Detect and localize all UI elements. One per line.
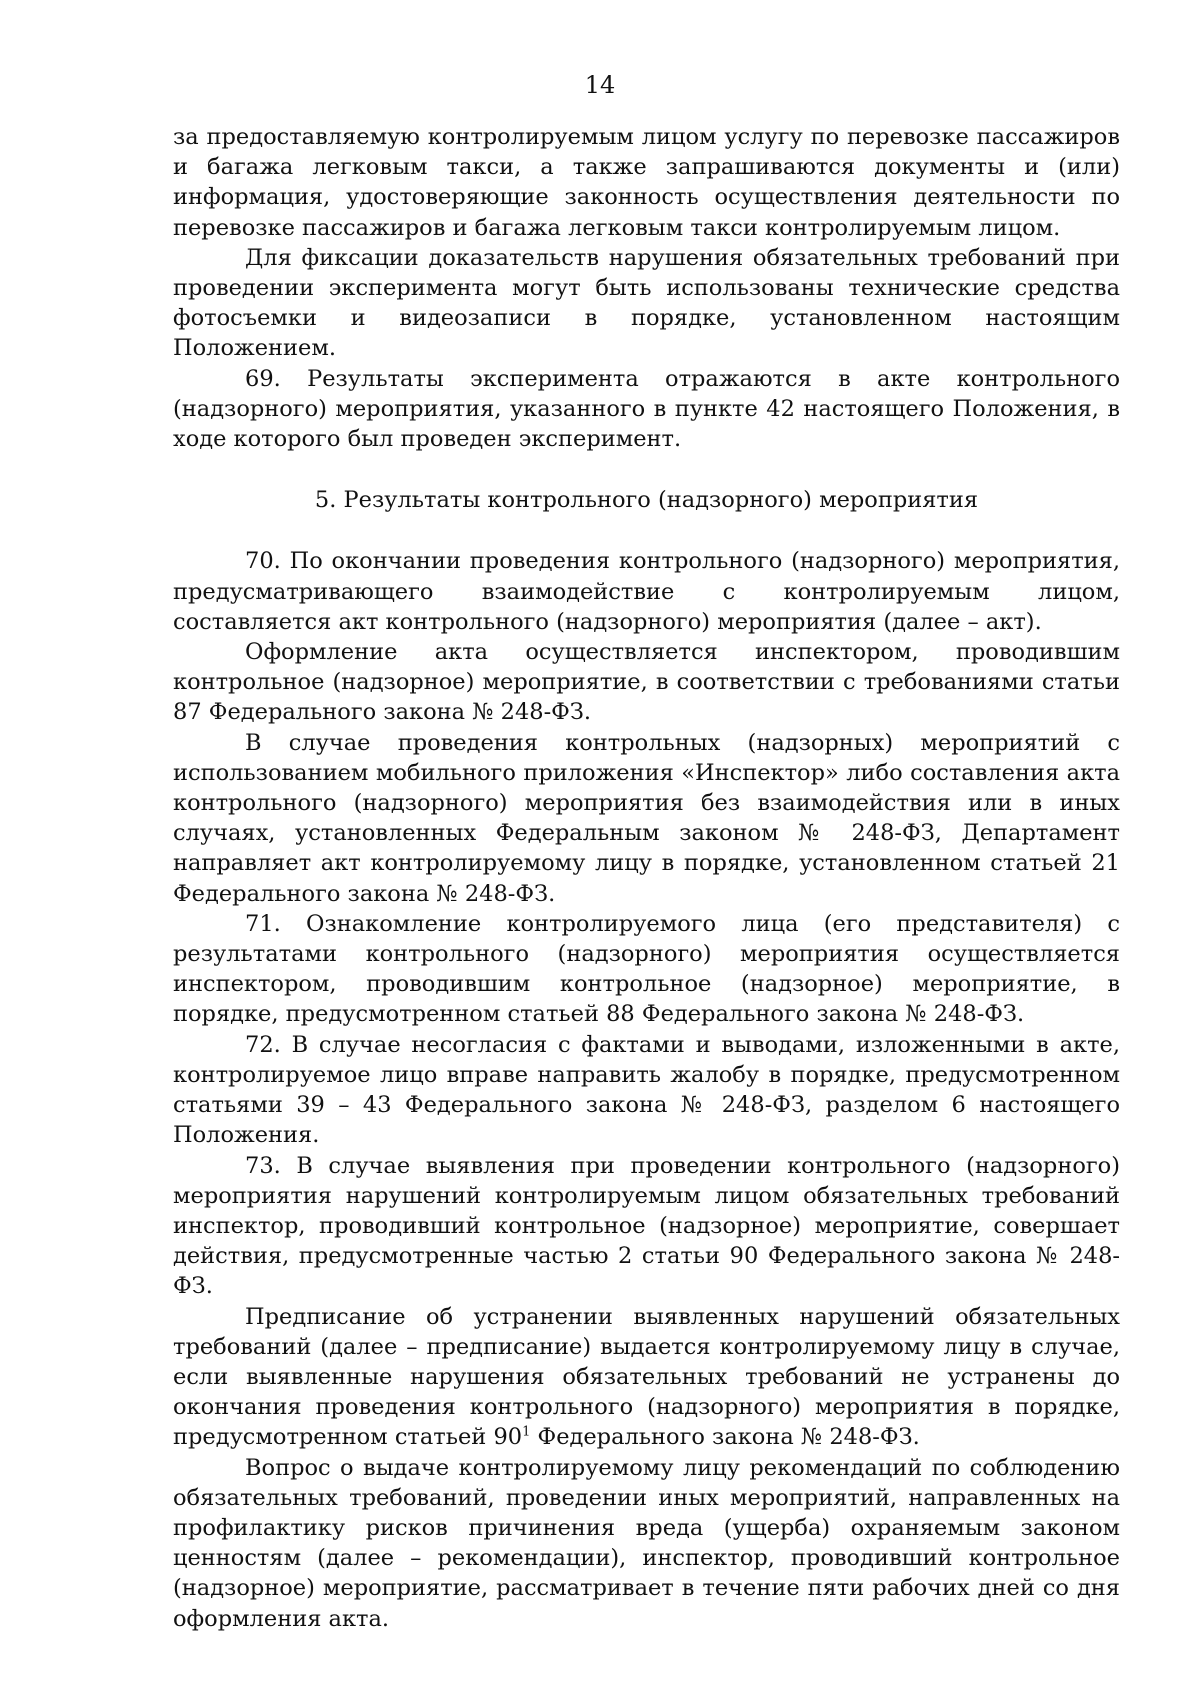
paragraph: В случае проведения контрольных (надзорных) мероприятий с использованием мобильного приложения «Инспектор» либо составления акта контрольного (надзорного) мероприятия без взаимодействия или в иных случаях, установленных Федеральным законом № 248-ФЗ, Департамент направляет акт контролируемому лицу в порядке, установленном статьей 21 Федерального закона № 248-ФЗ.	[173, 729, 1120, 907]
prescription-paragraph	[173, 1302, 1120, 1453]
recommendations-paragraph: Вопрос о выдаче контролируемому лицу рекомендаций по соблюдению обязательных требований, проведении иных мероприятий, направленных на профилактику рисков причинения вреда (ущерба) охраняемым законом ценностям (далее – рекомендации), инспектор, проводивший контрольное (надзорное) мероприятие, рассматривает в течение пяти рабочих дней со дня оформления акта.	[173, 1454, 1120, 1632]
paragraph-71: 71. Ознакомление контролируемого лица (его представителя) с результатами контрольного (надзорного) мероприятия осуществляется инспектором, проводившим контрольное (надзорное) мероприятие, в порядке, предусмотренном статьей 88 Федерального закона № 248-ФЗ.	[173, 910, 1120, 1028]
page-number: 14	[584, 71, 616, 99]
prescription-text-end: Федерального закона № 248-ФЗ.	[530, 1424, 920, 1451]
prescription-text: Предписание об устранении выявленных нарушений обязательных требований (далее – предписание) выдается контролируемому лицу в случае, если выявленные нарушения обязательных требований не устранены до окончания проведения контрольного (надзорного) мероприятия в порядке, предусмотренном статьей 90	[173, 1303, 1120, 1451]
paragraph: Для фиксации доказательств нарушения обязательных требований при проведении эксперимента могут быть использованы технические средства фотосъемки и видеозаписи в порядке, установленном настоящим Положением.	[173, 244, 1120, 362]
section-heading: 5. Результаты контрольного (надзорного) мероприятия	[314, 487, 979, 514]
paragraph-73: 73. В случае выявления при проведении контрольного (надзорного) мероприятия нарушений контролируемым лицом обязательных требований инспектор, проводивший контрольное (надзорное) мероприятие, совершает действия, предусмотренные частью 2 статьи 90 Федерального закона № 248-ФЗ.	[173, 1152, 1120, 1300]
paragraph-69: 69. Результаты эксперимента отражаются в акте контрольного (надзорного) мероприятия, указанного в пункте 42 настоящего Положения, в ходе которого был проведен эксперимент.	[173, 365, 1120, 453]
paragraph-72: 72. В случае несогласия с фактами и выводами, изложенными в акте, контролируемое лицо вправе направить жалобу в порядке, предусмотренном статьями 39 – 43 Федерального закона № 248-ФЗ, разделом 6 настоящего Положения.	[173, 1031, 1120, 1149]
document-body	[173, 122, 1120, 1634]
paragraph: Оформление акта осуществляется инспектором, проводившим контрольное (надзорное) мероприятие, в соответствии с требованиями статьи 87 Федерального закона № 248-ФЗ.	[173, 639, 1120, 726]
paragraph: за предоставляемую контролируемым лицом услугу по перевозке пассажиров и багажа легковым такси, а также запрашиваются документы и (или) информация, удостоверяющие законность осуществления деятельности по перевозке пассажиров и багажа легковым такси контролируемым лицом.	[173, 124, 1120, 241]
paragraph-70: 70. По окончании проведения контрольного (надзорного) мероприятия, предусматривающего взаимодействие с контролируемым лицом, составляется акт контрольного (надзорного) мероприятия (далее – акт).	[173, 548, 1120, 635]
superscript: 1	[522, 1424, 531, 1440]
